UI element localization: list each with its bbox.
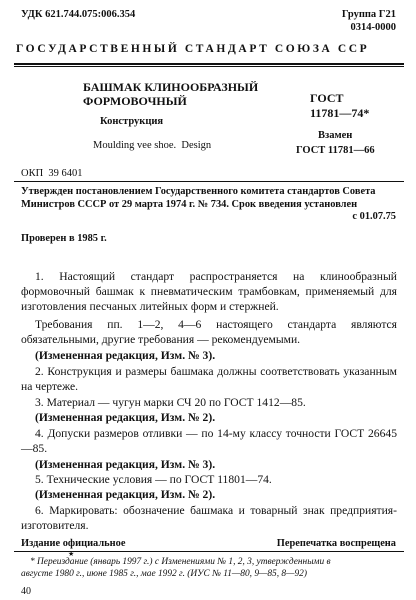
amendment-note-1: (Измененная редакция, Изм. № 3). (35, 349, 216, 362)
okp-code-top: 0314-0000 (350, 22, 396, 33)
standard-title: ГОСУДАРСТВЕННЫЙ СТАНДАРТ СОЮЗА ССР (16, 43, 370, 55)
udk-code: УДК 621.744.075:006.354 (21, 9, 136, 20)
replaces-number: ГОСТ 11781—66 (296, 145, 375, 156)
star-mark: ★ (68, 550, 75, 558)
product-name-line2: ФОРМОВОЧНЫЙ (83, 94, 187, 108)
title-rule-thick (14, 63, 404, 65)
amendment-note-3: (Измененная редакция, Изм. № 3). (35, 458, 216, 471)
approval-date: с 01.07.75 (352, 211, 396, 222)
okp-rule (14, 181, 404, 182)
paragraph-3: 3. Материал — чугун марки СЧ 20 по ГОСТ 1412—85. (35, 396, 306, 409)
page-number: 40 (21, 586, 31, 597)
product-name-line1: БАШМАК КЛИНООБРАЗНЫЙ (83, 80, 259, 94)
gost-number: 11781—74* (310, 106, 370, 120)
official-edition: Издание официальное (21, 538, 126, 549)
paragraph-5: 5. Технические условия — по ГОСТ 11801—74. (35, 473, 272, 486)
english-title: Moulding vee shoe. Design (93, 140, 212, 151)
product-subtitle: Конструкция (100, 116, 164, 127)
paragraph-1: 1. Настоящий стандарт распространяется на клинообразный формовочный башмак к пневматическим трамбовкам, применяемый для изготовления песчаных литейных форм и стержней. (21, 270, 397, 313)
reissue-note-line1: * Переиздание (январь 1997 г.) с Изменениями № 1, 2, 3, утвержденными в (30, 557, 331, 567)
paragraph-requirements: Требования пп. 1—2, 4—6 настоящего стандарта являются обязательными, другие требования — рекомендуемыми. (21, 318, 397, 346)
title-rule-thin (14, 66, 404, 67)
paragraph-6: 6. Маркировать: обозначение башмака и товарный знак предприятия-изготовителя. (21, 504, 397, 532)
amendment-note-4: (Измененная редакция, Изм. № 2). (35, 488, 216, 501)
approval-line2: Министров СССР от 29 марта 1974 г. № 734. Срок введения установлен (21, 199, 358, 210)
paragraph-2: 2. Конструкция и размеры башмака должны соответствовать указанным на чертеже. (21, 365, 397, 393)
checked-note: Проверен в 1985 г. (21, 233, 107, 244)
reissue-note-line2: августе 1980 г., июне 1985 г., мае 1992 г. (ИУС № 11—80, 9—85, 8—92) (21, 569, 307, 579)
amendment-note-2: (Измененная редакция, Изм. № 2). (35, 411, 216, 424)
reprint-prohibited: Перепечатка воспрещена (276, 538, 396, 549)
okp-code: ОКП 39 6401 (21, 168, 83, 179)
group-code: Группа Г21 (341, 9, 396, 20)
gost-label: ГОСТ (310, 91, 344, 105)
replaces-label: Взамен (318, 130, 353, 141)
paragraph-4: 4. Допуски размеров отливки — по 14-му классу точности ГОСТ 26645—85. (21, 427, 397, 455)
approval-line1: Утвержден постановлением Государственного комитета стандартов Совета (21, 186, 376, 197)
